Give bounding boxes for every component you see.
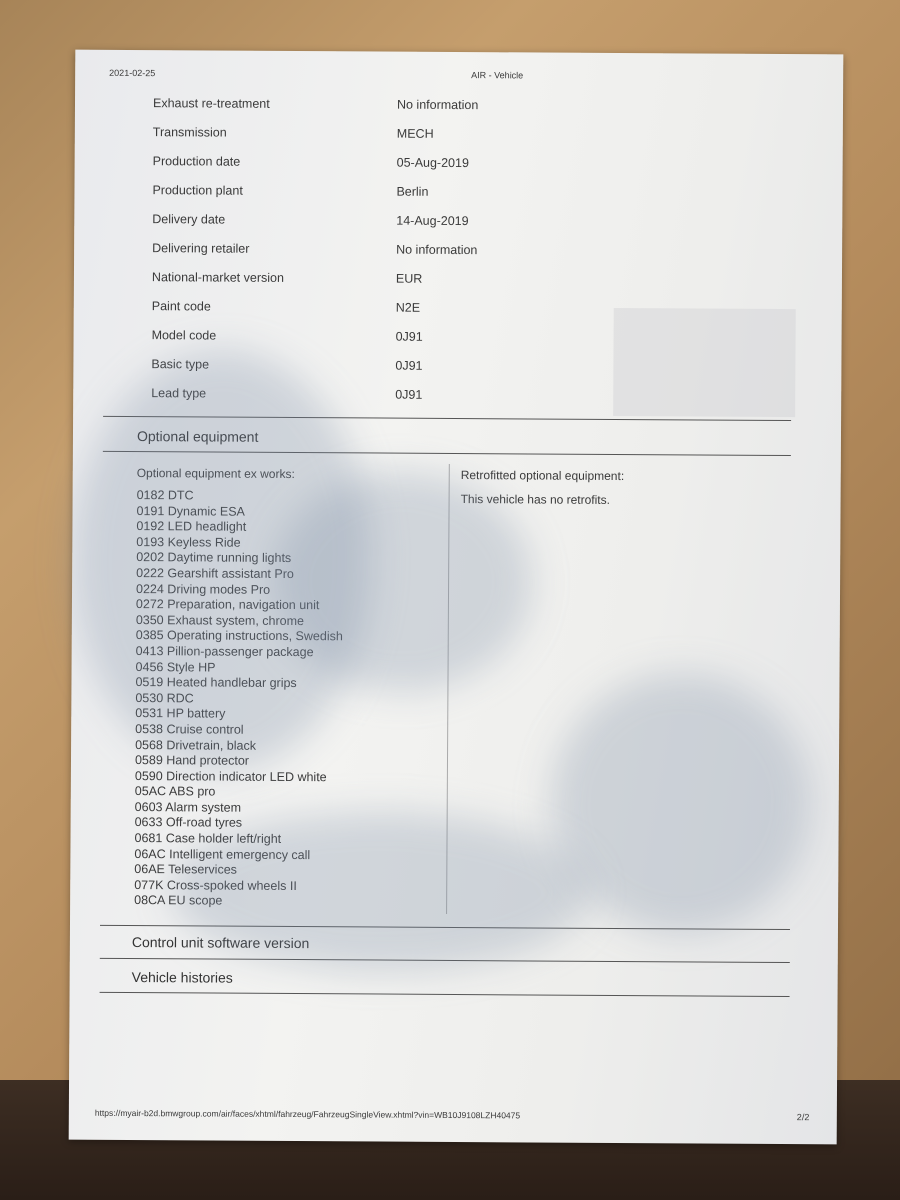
detail-row	[152, 183, 512, 214]
list-item: 08CA EU scope	[134, 893, 223, 909]
detail-value: No information	[396, 242, 478, 258]
detail-label: Exhaust re-treatment	[152, 96, 270, 111]
list-item: 0192 LED headlight	[136, 519, 247, 534]
list-item: 05AC ABS pro	[134, 784, 216, 799]
detail-label: Paint code	[151, 299, 211, 314]
shadow-overlay	[550, 673, 812, 935]
list-item: 077K Cross-spoked wheels II	[134, 877, 297, 893]
detail-label: Production plant	[152, 183, 243, 198]
detail-row	[151, 357, 511, 388]
detail-label: Delivery date	[152, 212, 226, 227]
list-item: 0222 Gearshift assistant Pro	[136, 566, 294, 581]
list-item: 0202 Daytime running lights	[136, 550, 292, 566]
ex-works-list	[134, 488, 344, 910]
faint-stamp-area	[613, 308, 796, 417]
detail-row	[152, 299, 512, 330]
detail-label: National-market version	[151, 270, 284, 285]
list-item: 0193 Keyless Ride	[136, 534, 241, 550]
detail-row	[153, 154, 513, 185]
detail-value: 14-Aug-2019	[396, 213, 469, 229]
detail-label: Delivering retailer	[152, 241, 250, 256]
list-item: 0681 Case holder left/right	[134, 831, 282, 846]
list-item: 0590 Direction indicator LED white	[134, 768, 327, 784]
detail-value: No information	[396, 97, 479, 113]
section-divider	[103, 451, 791, 456]
detail-value: MECH	[396, 126, 434, 141]
list-item: 0272 Preparation, navigation unit	[135, 597, 320, 613]
detail-row	[151, 386, 511, 417]
list-item: 0224 Driving modes Pro	[136, 581, 271, 597]
list-item: 0350 Exhaust system, chrome	[135, 612, 305, 628]
list-item: 0191 Dynamic ESA	[136, 503, 245, 519]
list-item: 0568 Drivetrain, black	[135, 737, 257, 753]
detail-row	[152, 212, 512, 243]
page-number: 2/2	[796, 1112, 810, 1123]
vehicle-details	[151, 96, 513, 417]
footer-url: https://myair-b2d.bmwgroup.com/air/faces/xhtml/fahrzeug/FahrzeugSingleView.xhtml?vin=WB10J9108LZH40475	[94, 1107, 521, 1121]
column-divider	[446, 464, 450, 914]
retrofitted-text: This vehicle has no retrofits.	[460, 492, 611, 507]
list-item: 0589 Hand protector	[134, 753, 250, 768]
section-divider	[100, 925, 790, 930]
detail-value: 0J91	[395, 329, 423, 344]
detail-label: Basic type	[151, 357, 210, 372]
list-item: 0456 Style HP	[135, 659, 216, 675]
list-item: 0531 HP battery	[135, 706, 226, 721]
list-item: 0530 RDC	[135, 690, 194, 706]
section-divider	[100, 958, 790, 963]
list-item: 0519 Heated handlebar grips	[135, 675, 297, 691]
detail-row	[152, 241, 512, 272]
print-date: 2021-02-25	[109, 67, 156, 79]
section-divider	[100, 992, 790, 997]
list-item: 0413 Pillion-passenger package	[135, 643, 314, 660]
list-item: 06AC Intelligent emergency call	[134, 846, 311, 862]
control-unit-title: Control unit software version	[131, 934, 310, 952]
list-item: 0603 Alarm system	[134, 799, 242, 815]
detail-label: Production date	[152, 154, 241, 169]
detail-label: Model code	[151, 328, 217, 343]
list-item: 0633 Off-road tyres	[134, 815, 243, 831]
print-title: AIR - Vehicle	[471, 70, 524, 81]
printed-page	[69, 50, 844, 1145]
detail-label: Transmission	[152, 125, 227, 140]
detail-value: 0J91	[395, 387, 423, 402]
detail-value: 0J91	[395, 358, 423, 373]
detail-row	[153, 96, 513, 127]
detail-value: Berlin	[396, 184, 429, 199]
detail-value: 05-Aug-2019	[396, 155, 469, 171]
detail-label: Lead type	[151, 386, 207, 401]
detail-row	[153, 125, 513, 156]
list-item: 0538 Cruise control	[135, 721, 244, 737]
detail-row	[152, 270, 512, 301]
list-item: 0182 DTC	[136, 488, 194, 503]
list-item: 06AE Teleservices	[134, 862, 237, 877]
vehicle-histories-title: Vehicle histories	[131, 969, 233, 986]
retrofitted-heading: Retrofitted optional equipment:	[460, 468, 625, 484]
ex-works-heading: Optional equipment ex works:	[136, 466, 295, 482]
detail-row	[151, 328, 511, 359]
list-item: 0385 Operating instructions, Swedish	[135, 628, 343, 644]
detail-value: EUR	[395, 271, 423, 286]
optional-equipment-title: Optional equipment	[136, 428, 259, 445]
detail-value: N2E	[395, 300, 421, 315]
